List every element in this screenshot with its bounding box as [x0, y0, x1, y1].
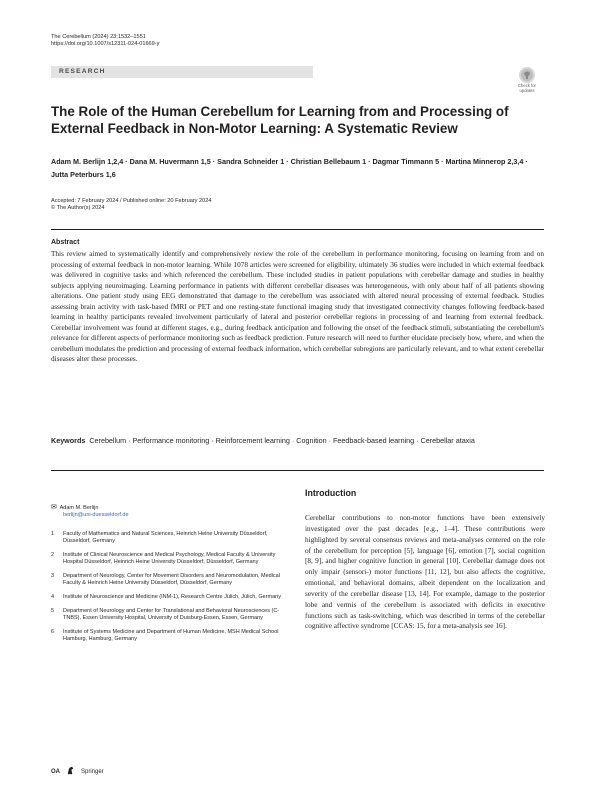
introduction-text: Cerebellar contributions to non-motor functions have been extensively investigated over the past decades [e.g., 1–4]. These contributions were highlighted by several consensus reviews and meta-analyses centered on the role of the cerebellum for perception [5], language [6], emotion [7], social cognition [8, 9], and higher cognitive function in general [10]. Cerebellar damage does not only impair (sensori-) motor functions [11, 12], but also affects the cognitive, emotional, and behavioral domains, albeit dependent on the localization and severity of the cerebellar disease [13, 14]. For example, damage to the posterior lobe and vermis of the cerebellum is associated with deficits in executive functions such as task-switching, which was described in terms of the cerebellar cognitive affective syndrome [CCAS: 15, for a meta-analysis see 16].	[305, 514, 545, 631]
page-footer	[51, 766, 104, 777]
author-list: Adam M. Berlijn 1,2,4 · Dana M. Huvermann 1,5 · Sandra Schneider 1 · Christian Bellebaum 1 · Dagmar Timmann 5 · Martina Minnerop 2,3,4 · Jutta Peterburs 1,6	[51, 157, 528, 179]
publisher-name: Springer	[81, 768, 104, 775]
affiliations-list	[51, 531, 286, 650]
keywords-list: Cerebellum · Performance monitoring · Reinforcement learning · Cognition · Feedback-based learning · Cerebellar ataxia	[89, 436, 475, 445]
publication-dates	[51, 198, 211, 212]
top-divider	[51, 229, 544, 230]
corresponding-author	[51, 504, 286, 519]
abstract-text: This review aimed to systematically identify and comprehensively review the role of the cerebellum in performance monitoring, focusing on learning from and on processing of external feedback in non-motor learning. While 1078 articles were screened for eligibility, ultimately 36 studies were included in which external feedback was delivered in cognitive tasks and which referenced the cerebellum. These included studies in patient populations with cerebellar damage and studies in healthy subjects applying neuroimaging. Learning performance in patients with different cerebellar diseases was heterogeneous, with only about half of all patients showing alterations. One patient study using EEG demonstrated that damage to the cerebellum was associated with altered neural processing of external feedback. Studies assessing brain activity with task-based fMRI or PET and one resting-state functional imaging study that investigated connectivity changes following feedback-based learning in healthy participants revealed involvement particularly of lateral and posterior cerebellar regions in processing of and learning from external feedback. Cerebellar involvement was found at different stages, e.g., during feedback anticipation and following the onset of the feedback stimuli, substantiating the cerebellum's relevance for different aspects of performance monitoring such as feedback prediction. Future research will need to further elucidate precisely how, where, and when the cerebellum modulates the prediction and processing of external feedback information, which cerebellar subregions are particularly relevant, and to what extent cerebellar diseases alter these processes.	[51, 250, 544, 363]
check-for-updates-badge[interactable]	[514, 67, 540, 98]
copyright-line: © The Author(s) 2024	[51, 205, 105, 212]
journal-citation: The Cerebellum (2024) 23:1532–1551	[51, 34, 146, 40]
keywords	[51, 435, 544, 446]
introduction-heading: Introduction	[305, 488, 357, 498]
journal-doi[interactable]: https://doi.org/10.1007/s12311-024-01669-y	[51, 41, 160, 48]
affiliation-item: 1 Faculty of Mathematics and Natural Sciences, Heinrich Heine University Düsseldorf, Düsseldorf, Germany	[51, 531, 268, 545]
accepted-published-dates: Accepted: 7 February 2024 / Published online: 20 February 2024	[51, 198, 212, 204]
affiliation-item: 3 Department of Neurology, Center for Movement Disorders and Neuromodulation, Medical Faculty & Heinrich Heine University Düsseldorf, Düsseldorf, Germany	[51, 573, 280, 587]
bottom-divider	[51, 470, 544, 471]
journal-info	[51, 34, 159, 49]
corresponding-author-email[interactable]: berlijn@uni-duesseldorf.de	[63, 512, 129, 519]
affiliation-item: 6 Institute of Systems Medicine and Department of Human Medicine, MSH Medical School Hamburg, Hamburg, Germany	[51, 628, 279, 642]
article-title: The Role of the Human Cerebellum for Learning from and Processing of External Feedback in Non-Motor Learning: A Systematic Review	[51, 104, 509, 136]
abstract-heading: Abstract	[51, 239, 80, 246]
article-type-banner	[51, 66, 313, 78]
check-for-updates-icon	[519, 67, 535, 83]
check-for-updates-text: Check for updates	[518, 83, 536, 93]
article-type-label: RESEARCH	[59, 68, 106, 75]
affiliation-item: 5 Department of Neurology and Center for Translational and Behavioral Neurosciences (C-TNBS), Essen University Hospital, University of Duisburg-Essen, Essen, Germany	[51, 607, 280, 621]
affiliation-item: 4 Institute of Neuroscience and Medicine (INM-1), Research Centre Jülich, Jülich, Germany	[51, 594, 281, 600]
envelope-icon: ✉	[51, 504, 57, 511]
open-access-logo: OA	[51, 768, 60, 775]
affiliation-item: 2 Institute of Clinical Neuroscience and Medical Psychology, Medical Faculty & University Hospital Düsseldorf, Heinrich Heine University Düsseldorf, Düsseldorf, Germany	[51, 552, 276, 566]
keywords-label: Keywords	[51, 436, 86, 445]
corresponding-author-name: Adam M. Berlijn	[59, 505, 99, 511]
springer-horse-icon	[66, 766, 75, 777]
